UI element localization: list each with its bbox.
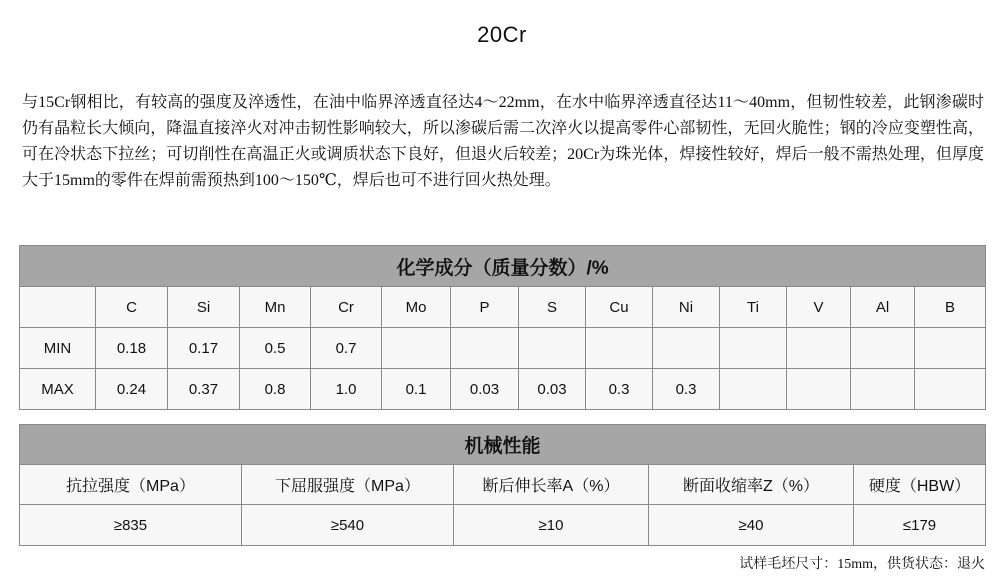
- chem-value-cell: [519, 328, 586, 369]
- mech-column-header: 抗拉强度（MPa）: [20, 465, 242, 505]
- row-label-max: MAX: [20, 369, 96, 410]
- mech-value-cell: ≥40: [649, 505, 854, 546]
- chem-value-cell: 0.7: [311, 328, 382, 369]
- chem-value-cell: 0.37: [168, 369, 240, 410]
- element-header-al: Al: [851, 287, 915, 328]
- element-header-mn: Mn: [240, 287, 311, 328]
- element-header-b: B: [915, 287, 986, 328]
- chem-value-cell: 0.1: [382, 369, 451, 410]
- element-header-cu: Cu: [586, 287, 653, 328]
- element-header-si: Si: [168, 287, 240, 328]
- chem-value-cell: 0.17: [168, 328, 240, 369]
- chem-value-cell: [851, 328, 915, 369]
- element-header-ni: Ni: [653, 287, 720, 328]
- chem-value-cell: 1.0: [311, 369, 382, 410]
- mech-column-header: 下屈服强度（MPa）: [242, 465, 454, 505]
- mechanical-properties-table: [19, 424, 986, 546]
- chem-value-cell: [915, 369, 986, 410]
- mech-column-header: 硬度（HBW）: [854, 465, 986, 505]
- chem-value-cell: [653, 328, 720, 369]
- element-header-s: S: [519, 287, 586, 328]
- element-header-cr: Cr: [311, 287, 382, 328]
- chem-value-cell: [720, 369, 787, 410]
- chem-value-cell: 0.03: [519, 369, 586, 410]
- corner-cell: [20, 287, 96, 328]
- chem-value-cell: [787, 328, 851, 369]
- chem-value-cell: [382, 328, 451, 369]
- chem-value-cell: [787, 369, 851, 410]
- description-paragraph: 与15Cr钢相比，有较高的强度及淬透性，在油中临界淬透直径达4～22mm，在水中临界淬透直径达11～40mm，但韧性较差，此钢渗碳时仍有晶粒长大倾向，降温直接淬火对冲击韧性影响较大，所以渗碳后需二次淬火以提高零件心部韧性，无回火脆性；钢的冷应变塑性高，可在冷状态下拉丝；可切削性在高温正火或调质状态下良好，但退火后较差；20Cr为珠光体，焊接性较好，焊后一般不需热处理，但厚度大于15mm的零件在焊前需预热到100～150℃，焊后也可不进行回火热处理。: [22, 94, 984, 189]
- chem-value-cell: 0.24: [96, 369, 168, 410]
- mech-value-cell: ≥540: [242, 505, 454, 546]
- mech-column-header: 断后伸长率A（%）: [454, 465, 649, 505]
- chem-value-cell: [851, 369, 915, 410]
- mech-value-cell: ≥835: [20, 505, 242, 546]
- chem-value-cell: 0.8: [240, 369, 311, 410]
- mech-value-cell: ≤179: [854, 505, 986, 546]
- chem-value-cell: 0.3: [653, 369, 720, 410]
- chemical-composition-table: [19, 245, 986, 410]
- chem-value-cell: 0.3: [586, 369, 653, 410]
- chem-value-cell: 0.03: [451, 369, 519, 410]
- element-header-v: V: [787, 287, 851, 328]
- element-header-p: P: [451, 287, 519, 328]
- chem-value-cell: 0.18: [96, 328, 168, 369]
- chem-value-cell: 0.5: [240, 328, 311, 369]
- element-header-mo: Mo: [382, 287, 451, 328]
- row-label-min: MIN: [20, 328, 96, 369]
- chem-value-cell: [451, 328, 519, 369]
- element-header-c: C: [96, 287, 168, 328]
- chem-table-header: 化学成分（质量分数）/%: [20, 246, 986, 287]
- chem-value-cell: [915, 328, 986, 369]
- sample-note: 试样毛坯尺寸：15mm，供货状态：退火: [739, 557, 985, 572]
- page-title: 20Cr: [477, 22, 527, 47]
- mech-table-header: 机械性能: [20, 425, 986, 465]
- chem-value-cell: [586, 328, 653, 369]
- mech-column-header: 断面收缩率Z（%）: [649, 465, 854, 505]
- chem-value-cell: [720, 328, 787, 369]
- element-header-ti: Ti: [720, 287, 787, 328]
- mech-value-cell: ≥10: [454, 505, 649, 546]
